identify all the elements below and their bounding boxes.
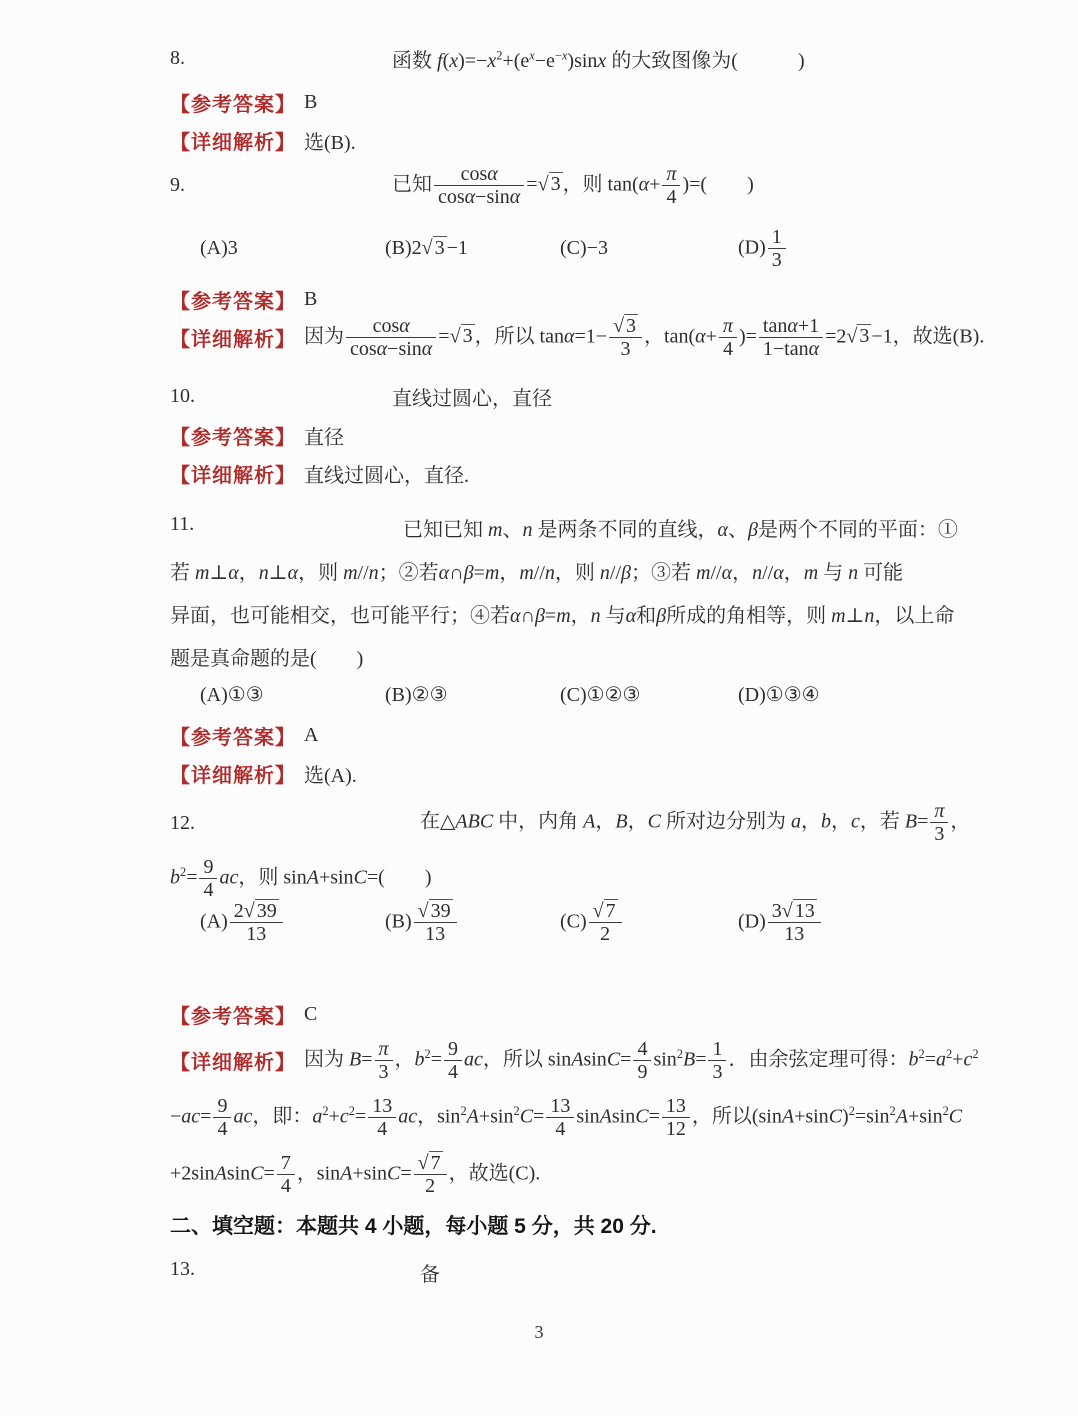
analysis-label: 【详细解析】 [170,765,296,787]
question-11-analysis: 选(A). [304,765,357,787]
question-11-stem-line-2: 若 m⊥α，n⊥α，则 m//n；②若α∩β=m，m//n，则 n//β；③若 m//α，n//α，m 与 n 可能 [170,562,904,584]
question-11-stem-line-3: 异面，也可能相交，也可能平行；④若α∩β=m，n 与α和β所成的角相等，则 m⊥n，以上命 [170,605,955,627]
question-13-stem: 备 [420,1264,440,1286]
question-11-analysis-row [170,759,357,788]
question-11-answer: A [304,724,319,746]
analysis-label: 【详细解析】 [170,465,296,487]
question-12-answer: C [304,1003,318,1025]
answer-label: 【参考答案】 [170,1006,296,1028]
question-9-row [170,163,754,209]
option-c: (C)①②③ [560,684,641,706]
option-a: (A)3 [200,237,238,260]
question-8-stem: 函数 $f(x)=-x^2+(e^x-e^{-x})\sin x$ 的大致图像为( ) [392,48,805,72]
option-d: (D) $\frac{3√ 13}{13}$ [738,900,1060,946]
question-11-answer-row [170,721,318,750]
question-10-number: 10. [170,385,195,407]
question-9-stem: 已知 $\frac{\cos\alpha}{\cos\alpha-\sin\alpha}$ =√ 3 ，则 tan(α+ $\frac{\pi}{4}$ )=( ) [392,163,754,209]
question-11-number: 11. [170,513,195,535]
question-9-analysis: 因为 $\frac{\cos\alpha}{\cos\alpha-\sin\alpha}$ =√ 3 ，所以 tanα=1− $\frac{√ 3}{3}$ ，tan(α+ $\frac{\pi}{4}$ )= $\frac{\tan\alpha+1}{1-\tan\alpha}$ =2√ 3 −1，故选(B). [304,315,985,361]
analysis-label: 【详细解析】 [170,1052,296,1075]
question-10-row [170,382,552,411]
question-8-number: 8. [170,47,185,69]
question-8-answer: B [304,91,318,113]
answer-label: 【参考答案】 [170,427,296,449]
question-12-analysis-line-1: 因为 B= $\frac{\pi}{3}$ ，$b^2=$ $\frac{9}{4}$ ac，所以 sinAsinC= $\frac{4}{9}$ $\sin^2B=$ $\frac{1}{3}$ ．由余弦定理可得：$b^2=a^2+c^2$ [304,1038,979,1084]
option-c: (C) $\frac{√ 7}{2}$ [560,900,738,946]
option-d: (D) $\frac{1}{3}$ [738,226,1060,272]
question-11-options [200,682,1060,707]
question-12-number: 12. [170,812,195,834]
option-a: (A) $\frac{2√ 39}{13}$ [200,900,385,946]
question-8-analysis-row [170,126,356,155]
question-10-answer-row [170,421,344,450]
question-13-number: 13. [170,1258,195,1280]
answer-label: 【参考答案】 [170,727,296,749]
question-12-analysis-row [170,1038,979,1084]
question-12-stem-line-1: 在△ABC 中，内角 A，B，C 所对边分别为 a，b，c，若 B= $\frac{\pi}{3}$ ， [420,800,971,846]
question-11-stem-line-1: 已知已知 m、n 是两条不同的直线，α、β是两个不同的平面：① [403,519,958,541]
option-b: (B) $\frac{√ 39}{13}$ [385,900,560,946]
answer-label: 【参考答案】 [170,94,296,116]
question-12-options [200,900,1060,946]
option-b: (B)②③ [385,684,448,706]
question-10-analysis: 直线过圆心，直径. [304,465,469,487]
option-a: (A)①③ [200,684,264,706]
section-2-heading: 二、填空题：本题共 4 小题，每小题 5 分，共 20 分. [170,1215,657,1238]
question-12-analysis-line-3: +2sinAsinC= $\frac{7}{4}$ ，sinA+sinC= $\frac{√ 7}{2}$ ，故选(C). [170,1152,541,1198]
question-12-answer-row [170,1000,317,1029]
question-8-analysis: 选(B). [304,132,356,154]
answer-label: 【参考答案】 [170,291,296,313]
analysis-label: 【详细解析】 [170,329,296,352]
option-c: (C)−3 [560,237,608,260]
question-12-stem-line-2: $b^2=$ $\frac{9}{4}$ ac，则 sinA+sinC=( ) [170,856,432,902]
question-9-number: 9. [170,174,185,197]
question-10-analysis-row [170,459,469,488]
question-12-analysis-line-2: −ac= $\frac{9}{4}$ ac，即：$a^2+c^2=$ $\frac{13}{4}$ ac，$\sin^2A+\sin^2C=$ $\frac{13}{4}$ sinAsinC= $\frac{13}{12}$ ，所以$(\sin A+\sin C)^2=\sin^2A+\sin^2C$ [170,1095,963,1141]
question-9-answer: B [304,288,318,310]
question-10-answer: 直径 [304,427,344,449]
question-8-row [170,44,805,73]
question-9-options [200,226,1060,272]
question-10-stem: 直线过圆心，直径 [392,388,552,410]
question-9-answer-row [170,285,317,314]
option-b: (B)2√ 3 −1 [385,237,468,260]
analysis-label: 【详细解析】 [170,132,296,154]
question-8-answer-row [170,88,317,117]
page-number: 3 [534,1322,544,1342]
question-11-stem-line-4: 题是真命题的是( ) [170,648,364,670]
question-9-analysis-row [170,315,984,361]
option-d: (D)①③④ [738,684,820,706]
